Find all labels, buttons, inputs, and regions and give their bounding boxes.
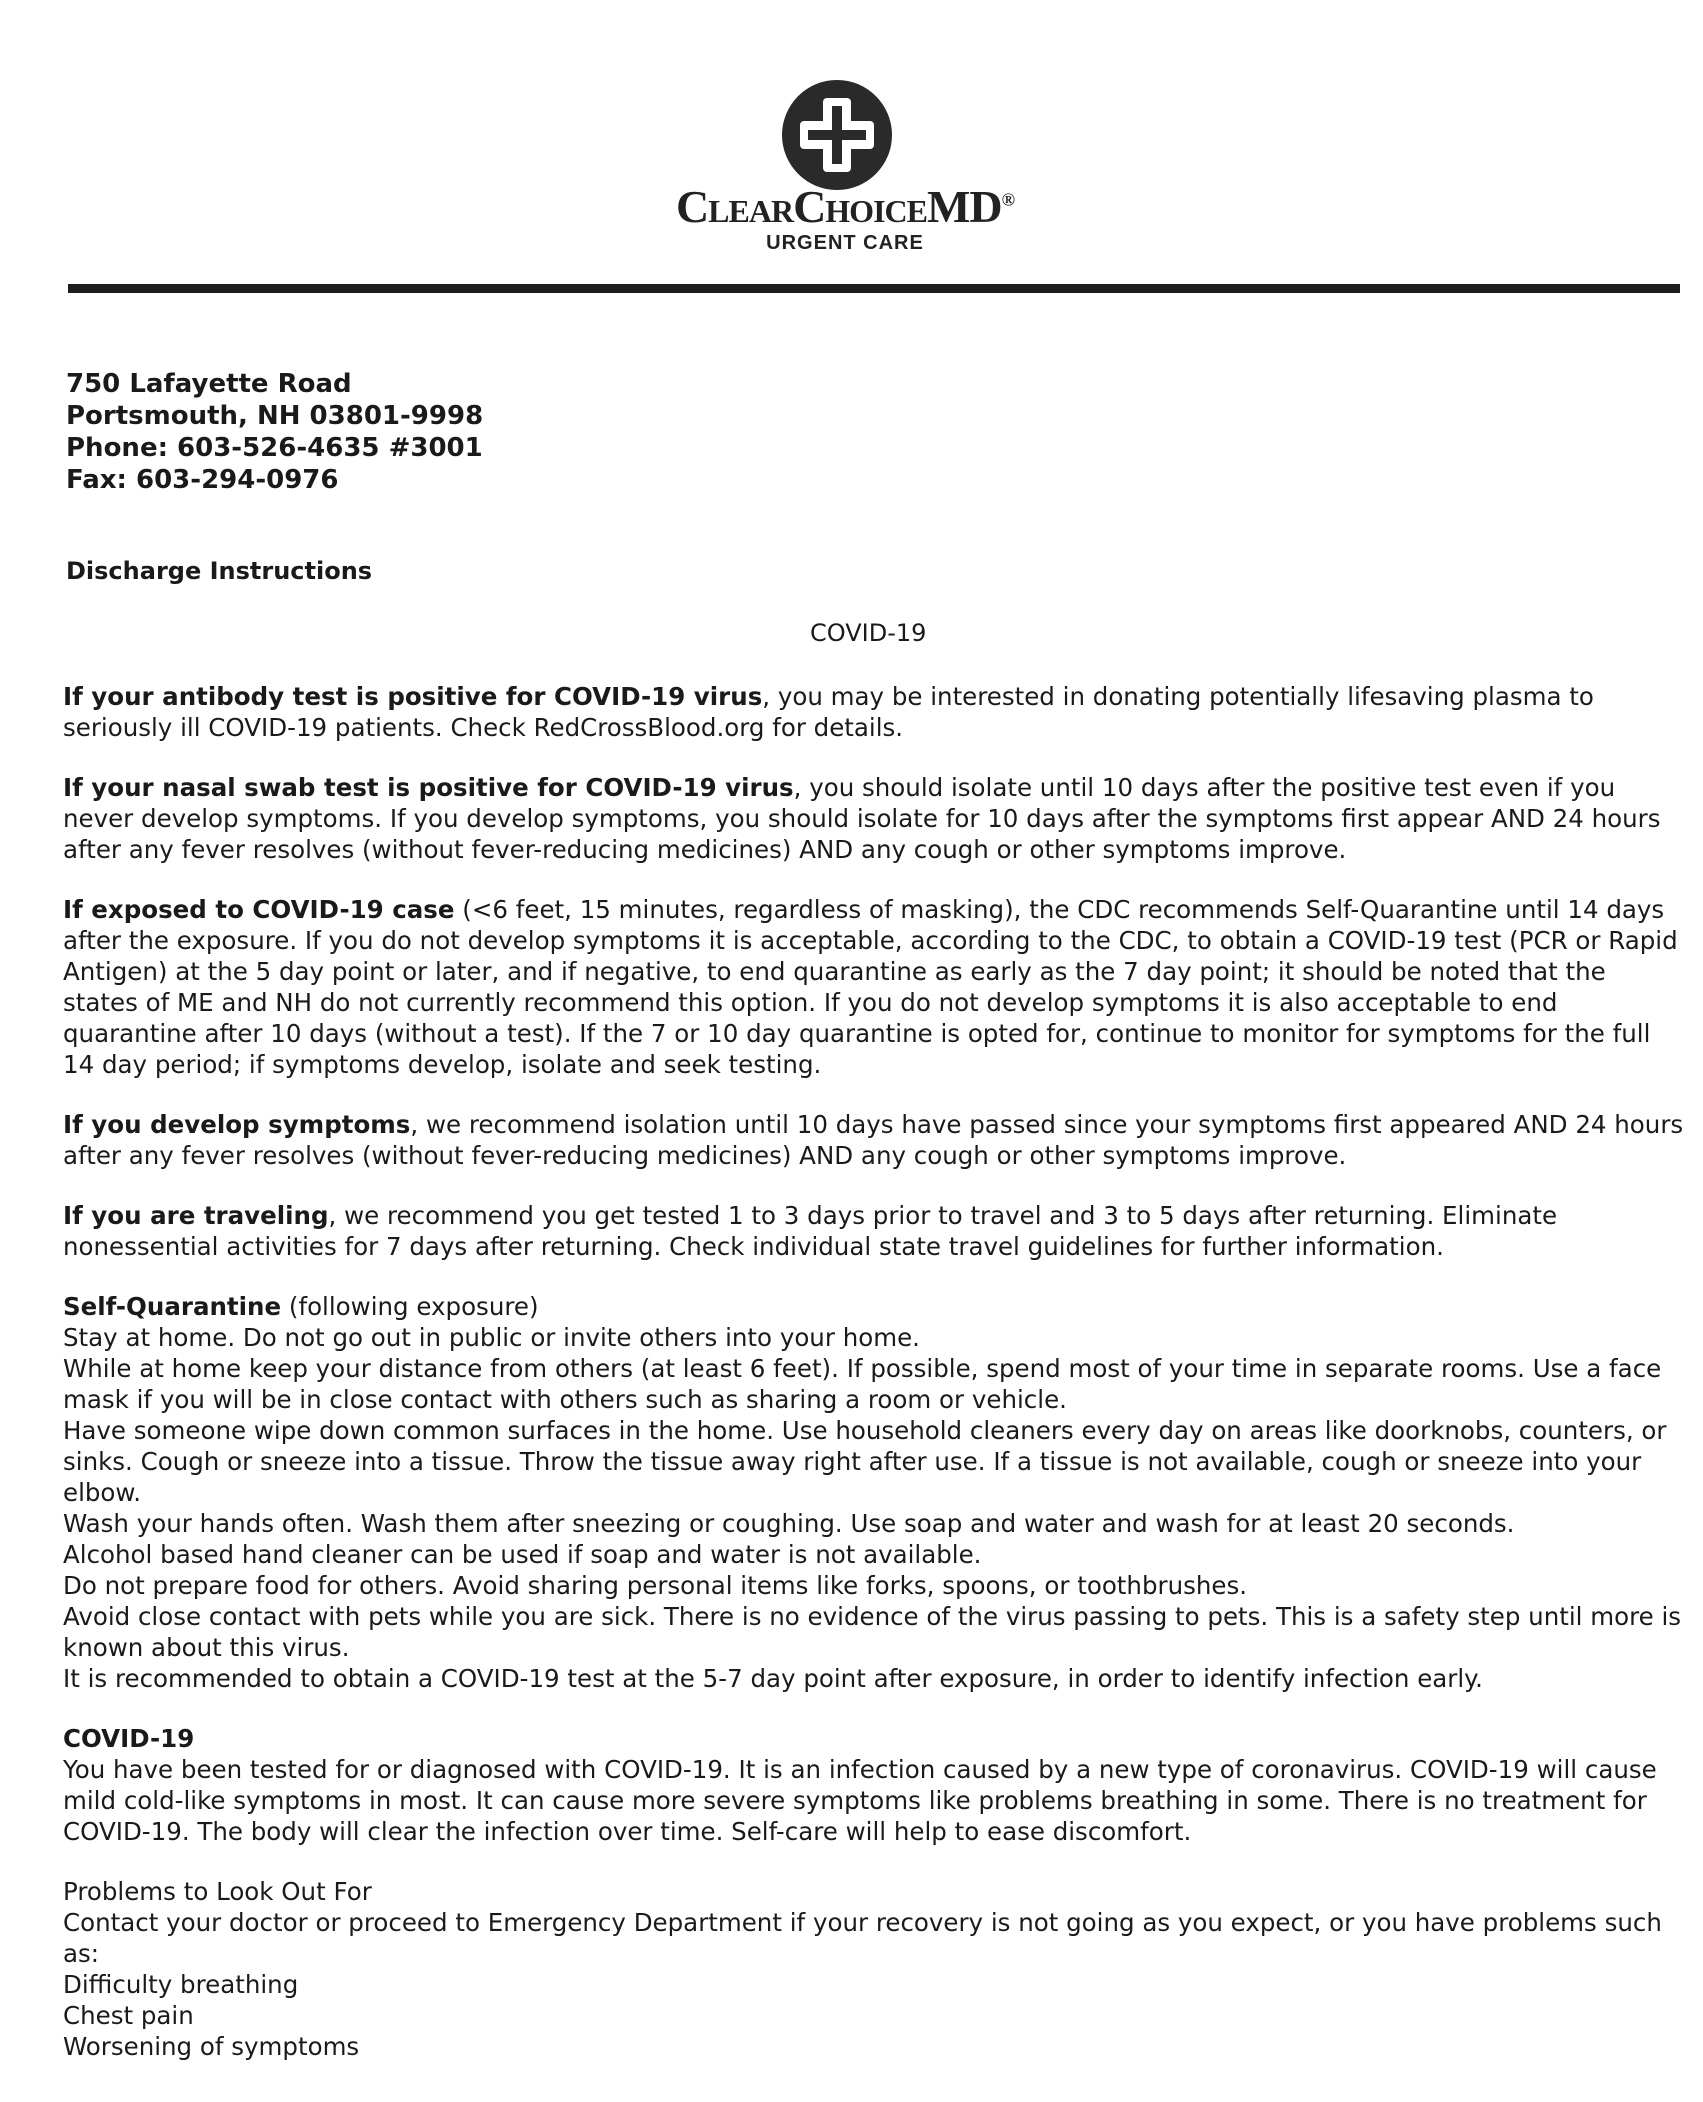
self-quarantine-heading: Self-Quarantine (following exposure) [63, 1292, 539, 1321]
covid-section [63, 1723, 1688, 1847]
covid-section-heading: COVID-19 [63, 1724, 195, 1753]
clinic-address [66, 368, 483, 496]
problems-section [63, 1876, 1688, 2062]
address-fax: Fax: 603-294-0976 [66, 465, 339, 495]
paragraph-symptoms: If you develop symptoms, we recommend isolation until 10 days have passed since your symptoms first appeared AND 24 hours after any fever resolves (without fever-reducing medicines) AND any cough or other symptoms improve. [63, 1110, 1684, 1170]
problems-heading: Problems to Look Out For [63, 1877, 372, 1906]
quarantine-line: Avoid close contact with pets while you are sick. There is no evidence of the virus passing to pets. This is a safety step until more is known about this virus. [63, 1602, 1682, 1662]
covid-section-text: You have been tested for or diagnosed with COVID-19. It is an infection caused by a new type of coronavirus. COVID-19 will cause mild cold-like symptoms in most. It can cause more severe symptoms like problems breathing in some. There is no treatment for COVID-19. The body will clear the infection over time. Self-care will help to ease discomfort. [63, 1755, 1657, 1846]
medical-cross-icon [782, 80, 892, 190]
quarantine-line: Have someone wipe down common surfaces in the home. Use household cleaners every day on areas like doorknobs, counters, or sinks. Cough or sneeze into a tissue. Throw the tissue away right after use. If a tissue is not available, cough or sneeze into your elbow. [63, 1416, 1667, 1507]
self-quarantine-section [63, 1291, 1688, 1694]
address-phone: Phone: 603-526-4635 #3001 [66, 433, 483, 463]
paragraph-antibody: If your antibody test is positive for COVID-19 virus, you may be interested in donating potentially lifesaving plasma to seriously ill COVID-19 patients. Check RedCrossBlood.org for details. [63, 682, 1594, 742]
logo-wordmark: ClearChoiceMD® [675, 181, 1015, 232]
header-rule [68, 284, 1680, 293]
paragraph-nasal-swab: If your nasal swab test is positive for COVID-19 virus, you should isolate until 10 days after the positive test even if you never develop symptoms. If you develop symptoms, you should isolate for 10 days after the symptoms first appear AND 24 hours after any fever resolves (without fever-reducing medicines) AND any cough or other symptoms improve. [63, 773, 1661, 864]
quarantine-line: It is recommended to obtain a COVID-19 test at the 5-7 day point after exposure, in order to identify infection early. [63, 1664, 1483, 1693]
paragraph-exposed: If exposed to COVID-19 case (<6 feet, 15 minutes, regardless of masking), the CDC recommends Self-Quarantine until 14 days after the exposure. If you do not develop symptoms it is acceptable, according to the CDC, to obtain a COVID-19 test (PCR or Rapid Antigen) at the 5 day point or later, and if negative, to end quarantine as early as the 7 day point; it should be noted that the states of ME and NH do not currently recommend this option. If you do not develop symptoms it is also acceptable to end quarantine after 10 days (without a test). If the 7 or 10 day quarantine is opted for, continue to monitor for symptoms for the full 14 day period; if symptoms develop, isolate and seek testing. [63, 895, 1678, 1079]
quarantine-line: Wash your hands often. Wash them after sneezing or coughing. Use soap and water and wash for at least 20 seconds. [63, 1509, 1515, 1538]
quarantine-line: While at home keep your distance from others (at least 6 feet). If possible, spend most of your time in separate rooms. Use a face mask if you will be in close contact with others such as sharing a room or vehicle. [63, 1354, 1662, 1414]
logo-subtitle: URGENT CARE [766, 232, 924, 254]
problems-intro: Contact your doctor or proceed to Emergency Department if your recovery is not going as you expect, or you have problems such as: [63, 1908, 1662, 1968]
quarantine-line: Do not prepare food for others. Avoid sharing personal items like forks, spoons, or toothbrushes. [63, 1571, 1248, 1600]
instructions-body [63, 681, 1688, 2062]
quarantine-line: Alcohol based hand cleaner can be used if soap and water is not available. [63, 1540, 982, 1569]
address-city: Portsmouth, NH 03801-9998 [66, 401, 484, 431]
quarantine-line: Stay at home. Do not go out in public or invite others into your home. [63, 1323, 920, 1352]
paragraph-traveling: If you are traveling, we recommend you get tested 1 to 3 days prior to travel and 3 to 5 days after returning. Eliminate nonessential activities for 7 days after returning. Check individual state travel guidelines for further information. [63, 1201, 1558, 1261]
address-street: 750 Lafayette Road [66, 369, 352, 399]
clinic-logo [660, 80, 1030, 255]
problem-item: Difficulty breathing [63, 1970, 299, 1999]
document-topic: COVID-19 [810, 619, 927, 647]
problem-item: Chest pain [63, 2001, 194, 2030]
document-title: Discharge Instructions [66, 557, 373, 585]
problem-item: Worsening of symptoms [63, 2032, 360, 2061]
